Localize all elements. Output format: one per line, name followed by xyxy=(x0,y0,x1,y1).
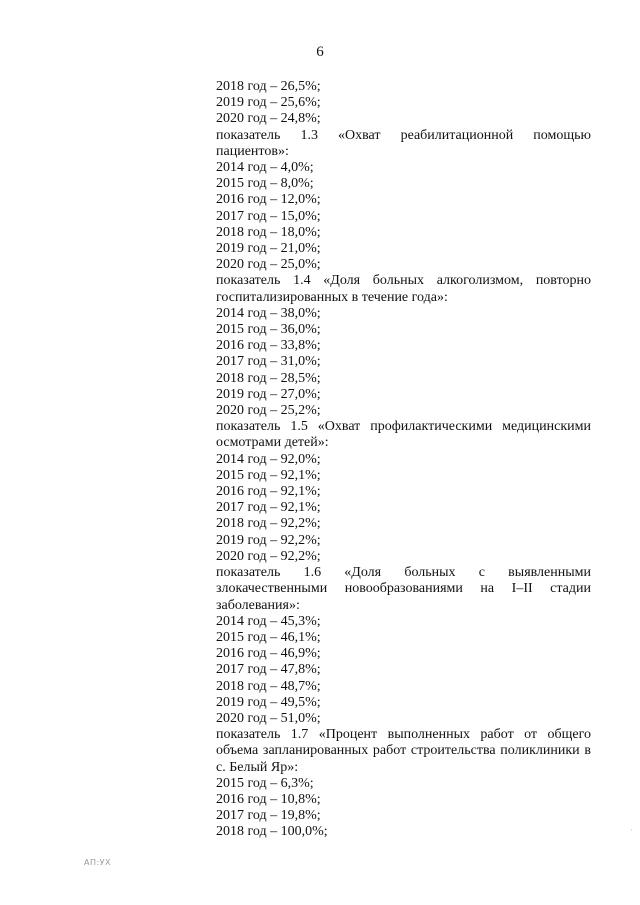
document-line: 2017 год – 19,8%; xyxy=(216,808,321,824)
document-line: 2018 год – 28,5%; xyxy=(216,370,321,386)
document-line: 2016 год – 12,0%; xyxy=(216,192,321,208)
document-line: 2015 год – 36,0%; xyxy=(216,322,321,338)
document-line: 2015 год – 6,3%; xyxy=(216,775,314,791)
footer-mark: АП:УХ xyxy=(84,858,112,867)
document-body xyxy=(216,79,591,841)
document-line: 2015 год – 8,0%; xyxy=(216,176,314,192)
document-line: 2019 год – 27,0%; xyxy=(216,386,321,402)
document-line: 2019 год – 92,2%; xyxy=(216,532,321,548)
document-line: заболевания»: xyxy=(216,597,300,613)
document-line: 2020 год – 25,2%; xyxy=(216,403,321,419)
document-line: 2020 год – 51,0%; xyxy=(216,710,321,726)
document-line: 2020 год – 92,2%; xyxy=(216,548,321,564)
indicator-paragraph: показатель 1.7 «Процент выполненных работ от общего объема запланированных работ строительства поликлиники в с. Белый Яр»: xyxy=(216,727,591,775)
document-line: 2015 год – 46,1%; xyxy=(216,629,321,645)
document-line: 2018 год – 48,7%; xyxy=(216,678,321,694)
document-line: 2018 год – 92,2%; xyxy=(216,516,321,532)
document-line: 2020 год – 25,0%; xyxy=(216,257,321,273)
document-line: 2016 год – 92,1%; xyxy=(216,484,321,500)
indicator-paragraph: показатель 1.5 «Охват профилактическими медицинскими осмотрами детей»: xyxy=(216,419,591,451)
document-line: 2014 год – 38,0%; xyxy=(216,305,321,321)
document-line: 2017 год – 47,8%; xyxy=(216,662,321,678)
document-line: 2014 год – 45,3%; xyxy=(216,613,321,629)
document-line: 2018 год – 26,5%; xyxy=(216,79,321,94)
document-line: 2019 год – 49,5%; xyxy=(216,694,321,710)
document-line: 2016 год – 46,9%; xyxy=(216,646,321,662)
indicator-paragraph: показатель 1.3 «Охват реабилитационной помощью пациентов»: xyxy=(216,127,591,159)
document-line: 2016 год – 10,8%; xyxy=(216,791,321,807)
document-line: 2017 год – 92,1%; xyxy=(216,500,321,516)
page-number: 6 xyxy=(316,44,324,60)
document-line: 2020 год – 24,8%; xyxy=(216,111,321,127)
document-line: 2016 год – 33,8%; xyxy=(216,338,321,354)
document-line: 2019 год – 25,6%; xyxy=(216,95,321,111)
document-line: 2018 год – 18,0%; xyxy=(216,224,321,240)
document-line: 2015 год – 92,1%; xyxy=(216,467,321,483)
document-line: 2017 год – 31,0%; xyxy=(216,354,321,370)
document-line: 2019 год – 21,0%; xyxy=(216,241,321,257)
document-line: 2014 год – 92,0%; xyxy=(216,451,321,467)
edge-mark: · xyxy=(630,826,633,835)
indicator-paragraph: показатель 1.6 «Доля больных с выявленными злокачественными новообразованиями на I–II стадии xyxy=(216,565,591,597)
document-line: 2018 год – 100,0%; xyxy=(216,824,328,840)
document-line: 2017 год – 15,0%; xyxy=(216,208,321,224)
document-line: 2014 год – 4,0%; xyxy=(216,160,314,176)
indicator-paragraph: показатель 1.4 «Доля больных алкоголизмом, повторно госпитализированных в течение года»: xyxy=(216,273,591,305)
